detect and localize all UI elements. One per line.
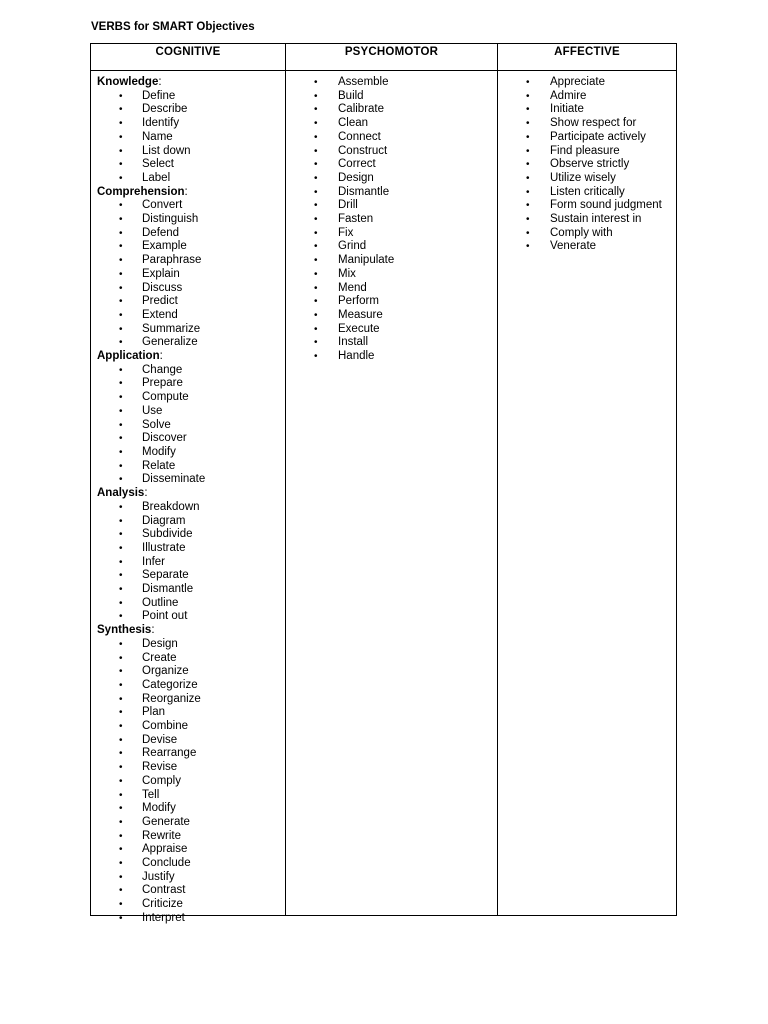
list-item-label: Separate xyxy=(142,569,189,582)
bullet-icon: • xyxy=(526,131,530,143)
list-item xyxy=(91,446,285,460)
list-item-label: Fix xyxy=(338,226,354,239)
bullet-icon: • xyxy=(119,858,123,870)
list-item-label: Construct xyxy=(338,144,388,157)
bullet-icon: • xyxy=(314,241,318,253)
bullet-icon: • xyxy=(119,131,123,143)
list-item-label: Describe xyxy=(142,103,188,116)
list-item xyxy=(91,309,285,323)
affective-list xyxy=(498,71,676,254)
bullet-icon: • xyxy=(119,268,123,280)
list-item xyxy=(91,857,285,871)
bullet-icon: • xyxy=(119,241,123,253)
list-item-label: Organize xyxy=(142,665,189,678)
bullet-icon: • xyxy=(526,159,530,171)
list-item xyxy=(286,145,497,159)
list-item-label: Observe strictly xyxy=(550,158,630,171)
list-item xyxy=(286,309,497,323)
bullet-icon: • xyxy=(526,104,530,116)
list-item xyxy=(91,473,285,487)
list-item-label: Assemble xyxy=(338,76,389,88)
category-name: Synthesis xyxy=(97,624,152,637)
bullet-icon: • xyxy=(314,351,318,363)
list-item-label: Diagram xyxy=(142,514,186,527)
list-item-label: Handle xyxy=(338,350,375,363)
bullet-icon: • xyxy=(119,584,123,596)
list-item xyxy=(91,720,285,734)
list-item xyxy=(91,816,285,830)
list-item-label: Label xyxy=(142,171,171,184)
list-item-label: Listen critically xyxy=(550,185,625,198)
list-item-label: Appreciate xyxy=(550,76,605,88)
bullet-icon: • xyxy=(119,145,123,157)
list-item xyxy=(286,103,497,117)
bullet-icon: • xyxy=(314,159,318,171)
list-item-label: Perform xyxy=(338,295,379,308)
list-item xyxy=(286,268,497,282)
list-item-label: Participate actively xyxy=(550,130,646,143)
list-item-label: Prepare xyxy=(142,377,183,390)
category-name: Analysis xyxy=(97,487,145,500)
list-item-label: Illustrate xyxy=(142,541,186,554)
list-item xyxy=(91,282,285,296)
bullet-icon: • xyxy=(119,885,123,897)
list-item-label: Conclude xyxy=(142,857,191,870)
list-item-label: Comply with xyxy=(550,226,613,239)
list-item xyxy=(91,460,285,474)
affective-header: AFFECTIVE xyxy=(498,44,676,71)
psychomotor-list xyxy=(286,71,497,364)
bullet-icon: • xyxy=(119,652,123,664)
bullet-icon: • xyxy=(119,172,123,184)
list-item-label: Fasten xyxy=(338,213,374,226)
list-item xyxy=(91,830,285,844)
list-item xyxy=(286,336,497,350)
list-item xyxy=(91,761,285,775)
bullet-icon: • xyxy=(314,268,318,280)
list-item-label: Rewrite xyxy=(142,829,181,842)
category-name: Knowledge xyxy=(97,76,159,88)
list-item-label: Design xyxy=(338,171,374,184)
list-item-label: Defend xyxy=(142,226,180,239)
list-item-label: Devise xyxy=(142,733,178,746)
list-item-label: Grind xyxy=(338,240,367,253)
category-name: Comprehension xyxy=(97,185,185,198)
list-item-label: Generalize xyxy=(142,336,198,349)
list-item xyxy=(91,131,285,145)
list-item-label: Select xyxy=(142,158,174,171)
list-item xyxy=(91,391,285,405)
bullet-icon: • xyxy=(119,214,123,226)
list-item-label: Build xyxy=(338,89,364,102)
bullet-icon: • xyxy=(119,679,123,691)
list-item xyxy=(91,323,285,337)
bullet-icon: • xyxy=(119,405,123,417)
list-item xyxy=(91,90,285,104)
category-heading: Knowledge: xyxy=(97,76,162,88)
list-item-label: Find pleasure xyxy=(550,144,620,157)
bullet-icon: • xyxy=(119,597,123,609)
bullet-icon: • xyxy=(119,830,123,842)
list-item-label: Create xyxy=(142,651,177,664)
list-item xyxy=(91,268,285,282)
list-item-label: Connect xyxy=(338,130,381,143)
bullet-icon: • xyxy=(314,118,318,130)
list-item-label: Mix xyxy=(338,267,356,280)
list-item xyxy=(91,583,285,597)
bullet-icon: • xyxy=(119,556,123,568)
list-item-label: Dismantle xyxy=(338,185,390,198)
list-item xyxy=(91,679,285,693)
bullet-icon: • xyxy=(119,803,123,815)
list-item-label: Calibrate xyxy=(338,103,385,116)
bullet-icon: • xyxy=(119,474,123,486)
cognitive-header: COGNITIVE xyxy=(91,44,285,71)
list-item xyxy=(91,295,285,309)
list-item xyxy=(91,693,285,707)
list-item xyxy=(91,528,285,542)
list-item xyxy=(91,843,285,857)
list-item-label: List down xyxy=(142,144,191,157)
list-item-label: Outline xyxy=(142,596,179,609)
cognitive-column xyxy=(91,44,286,924)
bullet-icon: • xyxy=(119,666,123,678)
list-item xyxy=(498,199,676,213)
bullet-icon: • xyxy=(119,611,123,623)
list-item-label: Infer xyxy=(142,555,166,568)
bullet-icon: • xyxy=(119,529,123,541)
list-item xyxy=(286,172,497,186)
bullet-icon: • xyxy=(119,433,123,445)
list-item xyxy=(91,789,285,803)
bullet-icon: • xyxy=(314,282,318,294)
list-item xyxy=(91,884,285,898)
list-item-label: Predict xyxy=(142,295,178,308)
bullet-icon: • xyxy=(119,789,123,801)
list-item xyxy=(286,295,497,309)
list-item-label: Convert xyxy=(142,199,183,212)
list-item xyxy=(91,501,285,515)
list-item xyxy=(91,569,285,583)
list-item-label: Discover xyxy=(142,432,187,445)
list-item-label: Plan xyxy=(142,706,166,719)
bullet-icon: • xyxy=(119,816,123,828)
list-item-label: Contrast xyxy=(142,884,186,897)
bullet-icon: • xyxy=(526,200,530,212)
bullet-icon: • xyxy=(526,186,530,198)
list-item-label: Name xyxy=(142,130,173,143)
list-item-label: Drill xyxy=(338,199,358,212)
bullet-icon: • xyxy=(314,309,318,321)
bullet-icon: • xyxy=(314,90,318,102)
list-item-label: Paraphrase xyxy=(142,254,202,267)
bullet-icon: • xyxy=(314,255,318,267)
bullet-icon: • xyxy=(314,186,318,198)
list-item xyxy=(498,76,676,90)
list-item-label: Justify xyxy=(142,870,175,883)
list-item xyxy=(286,213,497,227)
list-item-label: Manipulate xyxy=(338,254,395,267)
bullet-icon: • xyxy=(119,446,123,458)
list-item xyxy=(91,610,285,624)
list-item-label: Combine xyxy=(142,720,189,733)
list-item-label: Summarize xyxy=(142,322,201,335)
category-heading: Application: xyxy=(97,350,163,363)
list-item xyxy=(91,556,285,570)
bullet-icon: • xyxy=(119,323,123,335)
list-item-label: Identify xyxy=(142,117,180,130)
list-item xyxy=(91,172,285,186)
list-item xyxy=(498,227,676,241)
affective-column xyxy=(498,44,676,915)
list-item-label: Define xyxy=(142,89,176,102)
list-item xyxy=(286,158,497,172)
list-item xyxy=(91,364,285,378)
bullet-icon: • xyxy=(119,775,123,787)
list-item xyxy=(91,377,285,391)
list-item-label: Dismantle xyxy=(142,583,194,596)
list-item xyxy=(91,898,285,912)
list-item xyxy=(91,419,285,433)
bullet-icon: • xyxy=(119,871,123,883)
list-item xyxy=(286,131,497,145)
list-item xyxy=(91,665,285,679)
bullet-icon: • xyxy=(119,570,123,582)
list-item xyxy=(91,638,285,652)
list-item xyxy=(91,871,285,885)
list-item xyxy=(91,542,285,556)
list-item xyxy=(286,90,497,104)
list-item-label: Install xyxy=(338,336,369,349)
list-item-label: Rearrange xyxy=(142,747,197,760)
list-item-label: Clean xyxy=(338,117,369,130)
list-item xyxy=(498,213,676,227)
list-item xyxy=(286,199,497,213)
list-item xyxy=(286,186,497,200)
bullet-icon: • xyxy=(119,542,123,554)
bullet-icon: • xyxy=(119,899,123,911)
list-item-label: Modify xyxy=(142,445,176,458)
list-item-label: Measure xyxy=(338,308,383,321)
bullet-icon: • xyxy=(526,172,530,184)
bullet-icon: • xyxy=(314,172,318,184)
list-item-label: Subdivide xyxy=(142,528,193,541)
list-item-label: Reorganize xyxy=(142,692,201,705)
list-item xyxy=(498,158,676,172)
list-item-label: Admire xyxy=(550,89,587,102)
bullet-icon: • xyxy=(119,200,123,212)
bullet-icon: • xyxy=(119,118,123,130)
bullet-icon: • xyxy=(119,734,123,746)
list-item-label: Categorize xyxy=(142,678,198,691)
bullet-icon: • xyxy=(526,77,530,88)
list-item-label: Utilize wisely xyxy=(550,171,616,184)
bullet-icon: • xyxy=(526,241,530,253)
bullet-icon: • xyxy=(119,159,123,171)
bullet-icon: • xyxy=(314,104,318,116)
list-item-label: Show respect for xyxy=(550,117,637,130)
list-item-label: Comply xyxy=(142,774,181,787)
category-heading: Synthesis: xyxy=(97,624,155,637)
list-item xyxy=(498,172,676,186)
list-item-label: Discuss xyxy=(142,281,183,294)
bullet-icon: • xyxy=(314,200,318,212)
bullet-icon: • xyxy=(314,323,318,335)
psychomotor-column xyxy=(286,44,498,915)
list-item-label: Generate xyxy=(142,815,190,828)
list-item xyxy=(91,597,285,611)
list-item-label: Compute xyxy=(142,391,189,404)
bullet-icon: • xyxy=(119,693,123,705)
list-item xyxy=(286,76,497,90)
list-item xyxy=(286,350,497,364)
bullet-icon: • xyxy=(314,131,318,143)
bullet-icon: • xyxy=(119,309,123,321)
bullet-icon: • xyxy=(119,419,123,431)
bullet-icon: • xyxy=(119,912,123,924)
cognitive-list xyxy=(91,71,285,926)
list-item xyxy=(91,117,285,131)
list-item xyxy=(91,405,285,419)
list-item xyxy=(286,117,497,131)
list-item xyxy=(91,652,285,666)
list-item xyxy=(286,323,497,337)
psychomotor-header: PSYCHOMOTOR xyxy=(286,44,497,71)
bullet-icon: • xyxy=(314,77,318,88)
list-item-label: Appraise xyxy=(142,843,188,856)
bullet-icon: • xyxy=(314,296,318,308)
list-item xyxy=(91,254,285,268)
bullet-icon: • xyxy=(119,282,123,294)
list-item xyxy=(91,802,285,816)
list-item xyxy=(286,227,497,241)
list-item-label: Form sound judgment xyxy=(550,199,662,212)
list-item xyxy=(91,747,285,761)
list-item xyxy=(91,199,285,213)
bullet-icon: • xyxy=(119,392,123,404)
list-item xyxy=(91,336,285,350)
list-item xyxy=(498,186,676,200)
list-item xyxy=(91,775,285,789)
bullet-icon: • xyxy=(119,296,123,308)
list-item xyxy=(91,227,285,241)
list-item-label: Explain xyxy=(142,267,180,280)
list-item-label: Disseminate xyxy=(142,473,206,486)
list-item xyxy=(91,145,285,159)
bullet-icon: • xyxy=(119,255,123,267)
list-item xyxy=(498,90,676,104)
bullet-icon: • xyxy=(119,707,123,719)
list-item-label: Criticize xyxy=(142,898,183,911)
list-item-label: Change xyxy=(142,363,183,376)
bullet-icon: • xyxy=(314,337,318,349)
list-item-label: Relate xyxy=(142,459,176,472)
list-item-label: Initiate xyxy=(550,103,584,116)
bullet-icon: • xyxy=(119,721,123,733)
list-item xyxy=(498,131,676,145)
bullet-icon: • xyxy=(526,145,530,157)
list-item xyxy=(91,158,285,172)
list-item xyxy=(498,240,676,254)
list-item-label: Point out xyxy=(142,610,188,623)
bullet-icon: • xyxy=(119,90,123,102)
list-item-label: Revise xyxy=(142,761,178,774)
bullet-icon: • xyxy=(119,227,123,239)
bullet-icon: • xyxy=(314,145,318,157)
list-item xyxy=(91,515,285,529)
list-item-label: Interpret xyxy=(142,911,185,924)
list-item-label: Breakdown xyxy=(142,500,200,513)
list-item-label: Extend xyxy=(142,308,178,321)
list-item-label: Execute xyxy=(338,322,380,335)
list-item xyxy=(91,734,285,748)
list-item-label: Distinguish xyxy=(142,213,199,226)
bullet-icon: • xyxy=(526,214,530,226)
bullet-icon: • xyxy=(119,515,123,527)
list-item xyxy=(286,282,497,296)
list-item-label: Correct xyxy=(338,158,376,171)
category-heading: Analysis: xyxy=(97,487,148,500)
bullet-icon: • xyxy=(119,844,123,856)
bullet-icon: • xyxy=(526,118,530,130)
list-item xyxy=(286,254,497,268)
list-item-label: Venerate xyxy=(550,240,597,253)
document-title: VERBS for SMART Objectives xyxy=(91,21,255,33)
list-item xyxy=(286,240,497,254)
list-item-label: Tell xyxy=(142,788,160,801)
bullet-icon: • xyxy=(314,227,318,239)
list-item xyxy=(91,103,285,117)
bullet-icon: • xyxy=(119,364,123,376)
bullet-icon: • xyxy=(119,337,123,349)
list-item-label: Solve xyxy=(142,418,171,431)
bullet-icon: • xyxy=(119,762,123,774)
list-item-label: Sustain interest in xyxy=(550,213,642,226)
bullet-icon: • xyxy=(119,104,123,116)
bullet-icon: • xyxy=(526,227,530,239)
bullet-icon: • xyxy=(526,90,530,102)
list-item xyxy=(91,240,285,254)
list-item xyxy=(91,912,285,926)
list-item-label: Modify xyxy=(142,802,176,815)
bullet-icon: • xyxy=(314,214,318,226)
list-item xyxy=(91,432,285,446)
bullet-icon: • xyxy=(119,460,123,472)
list-item-label: Example xyxy=(142,240,187,253)
list-item xyxy=(498,117,676,131)
list-item-label: Use xyxy=(142,404,163,417)
category-heading: Comprehension: xyxy=(97,185,188,198)
bullet-icon: • xyxy=(119,638,123,650)
list-item-label: Mend xyxy=(338,281,367,294)
category-name: Application xyxy=(97,350,160,363)
list-item xyxy=(91,213,285,227)
bullet-icon: • xyxy=(119,378,123,390)
list-item xyxy=(498,103,676,117)
verbs-table xyxy=(90,43,677,924)
list-item xyxy=(498,145,676,159)
list-item xyxy=(91,706,285,720)
bullet-icon: • xyxy=(119,501,123,513)
bullet-icon: • xyxy=(119,748,123,760)
list-item-label: Design xyxy=(142,637,178,650)
